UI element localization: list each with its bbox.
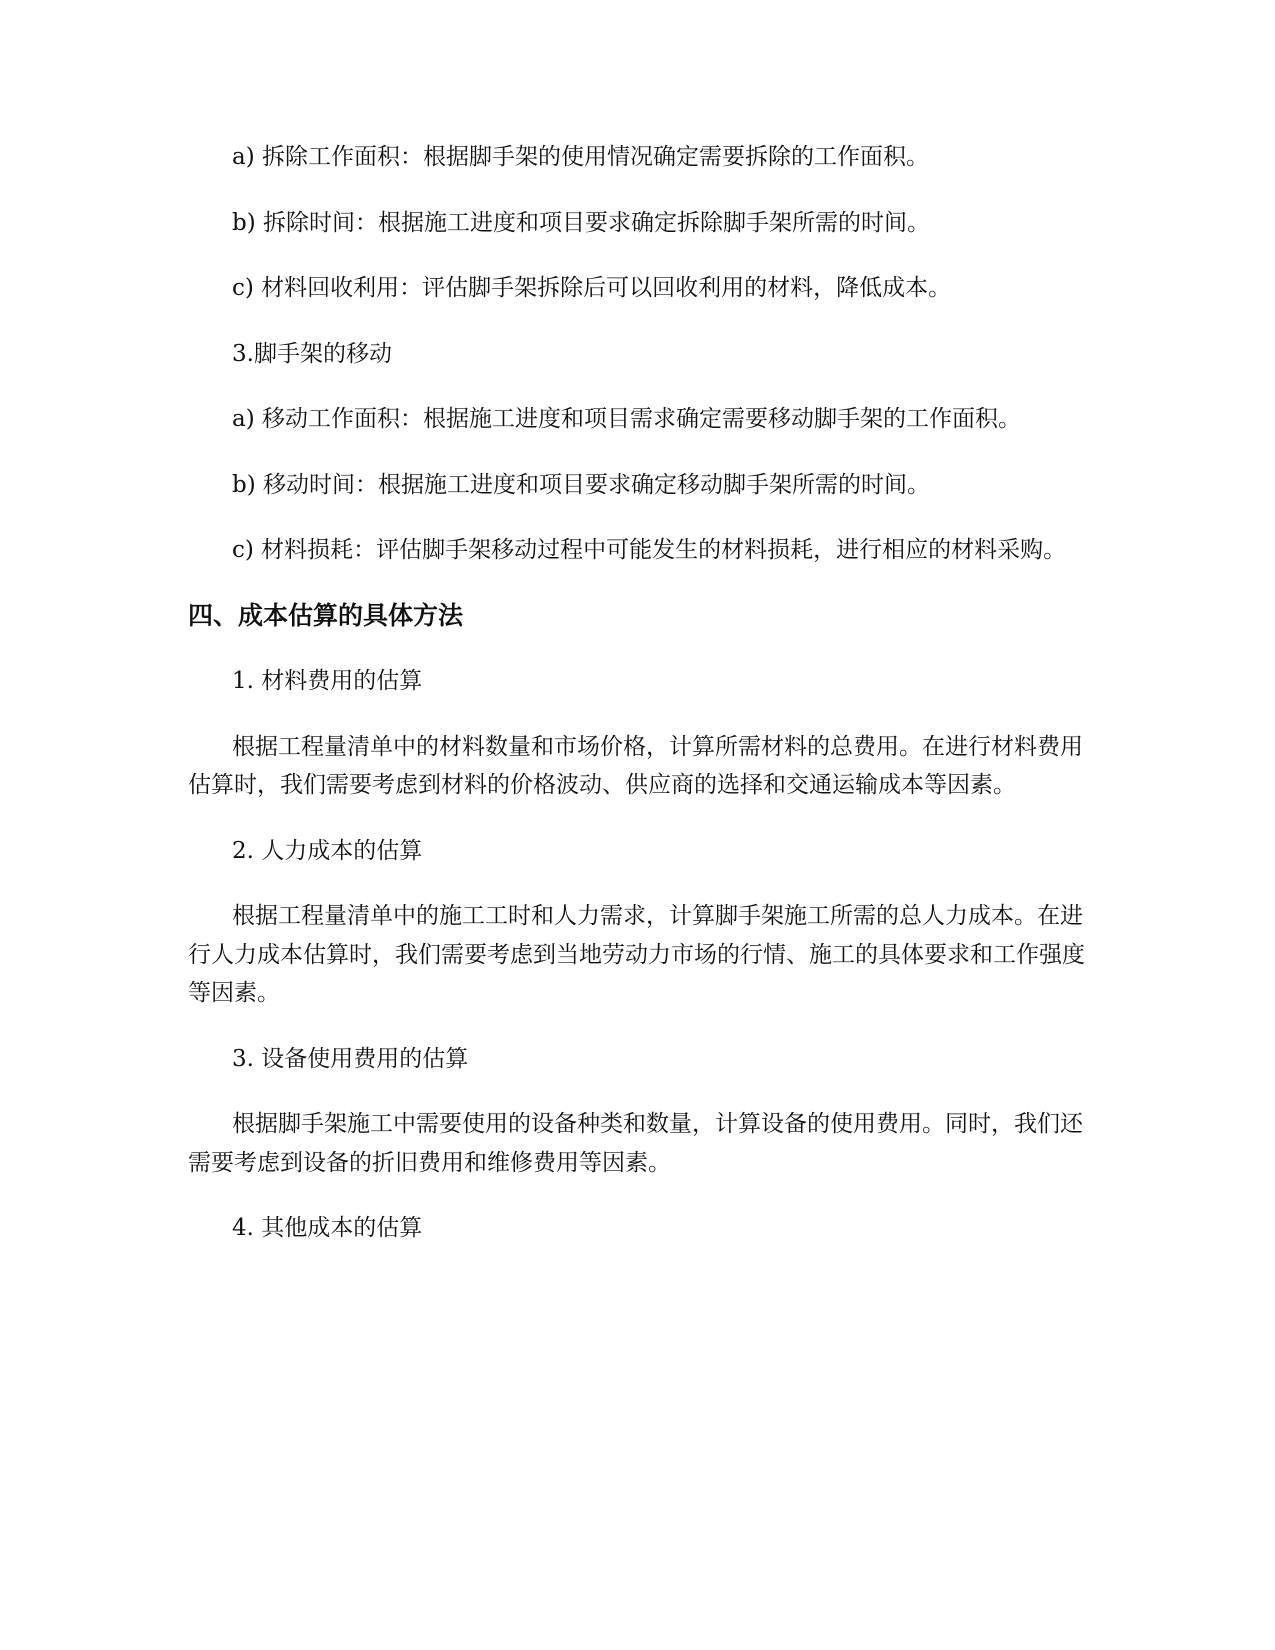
paragraph-labor-cost: 根据工程量清单中的施工工时和人力需求，计算脚手架施工所需的总人力成本。在进行人力成本估算时，我们需要考虑到当地劳动力市场的行情、施工的具体要求和工作强度等因素。 (188, 903, 1085, 1006)
subheading-scaffold-moving: 3.脚手架的移动 (232, 340, 392, 367)
list-item-dismantle-area: a) 拆除工作面积：根据脚手架的使用情况确定需要拆除的工作面积。 (232, 144, 929, 170)
list-item-moving-time: b) 移动时间：根据施工进度和项目要求确定移动脚手架所需的时间。 (232, 471, 931, 498)
subheading-equipment-cost: 3. 设备使用费用的估算 (232, 1045, 469, 1072)
section-heading: 四、成本估算的具体方法 (188, 600, 464, 630)
document-body (188, 138, 1088, 1275)
list-item-material-recycling: c) 材料回收利用：评估脚手架拆除后可以回收利用的材料，降低成本。 (232, 275, 952, 301)
paragraph-equipment-cost: 根据脚手架施工中需要使用的设备种类和数量，计算设备的使用费用。同时，我们还需要考虑到设备的折旧费用和维修费用等因素。 (188, 1111, 1083, 1176)
list-item-material-loss: c) 材料损耗：评估脚手架移动过程中可能发生的材料损耗，进行相应的材料采购。 (232, 537, 1067, 563)
paragraph-material-cost: 根据工程量清单中的材料数量和市场价格，计算所需材料的总费用。在进行材料费用估算时，我们需要考虑到材料的价格波动、供应商的选择和交通运输成本等因素。 (188, 733, 1083, 798)
subheading-labor-cost: 2. 人力成本的估算 (232, 837, 423, 864)
subheading-material-cost: 1. 材料费用的估算 (232, 668, 423, 694)
subheading-other-cost: 4. 其他成本的估算 (232, 1215, 423, 1241)
list-item-moving-area: a) 移动工作面积：根据施工进度和项目需求确定需要移动脚手架的工作面积。 (232, 406, 1021, 432)
list-item-dismantle-time: b) 拆除时间：根据施工进度和项目要求确定拆除脚手架所需的时间。 (232, 209, 931, 236)
